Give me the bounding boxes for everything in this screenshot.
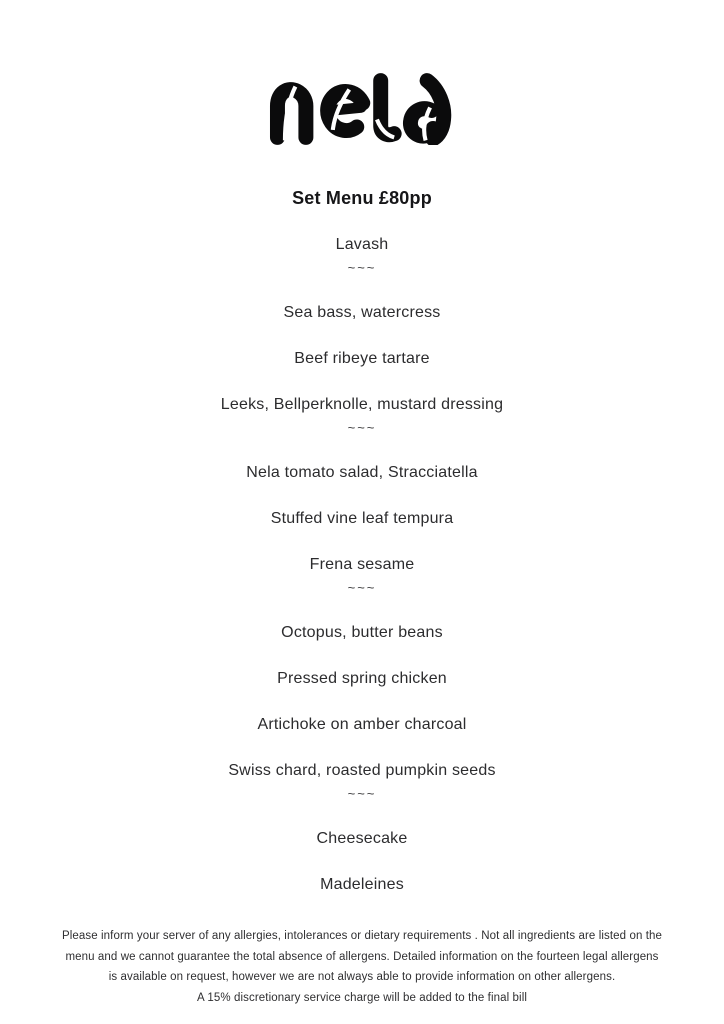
course-separator: ~~~	[347, 786, 377, 801]
footer-line: menu and we cannot guarantee the total absence of allergens. Detailed information on the fourteen legal allergens	[65, 950, 659, 963]
menu-item: Artichoke on amber charcoal	[257, 716, 467, 733]
footer-line: A 15% discretionary service charge will be added to the final bill	[196, 991, 528, 1004]
menu-title: Set Menu £80pp	[292, 188, 432, 208]
menu-item: Beef ribeye tartare	[294, 350, 430, 367]
nela-logo-mark	[264, 70, 460, 145]
footer-line: Please inform your server of any allergies, intolerances or dietary requirements . Not all ingredients are listed on the	[61, 930, 663, 942]
footer-line: is available on request, however we are not always able to provide information on other allergens.	[108, 971, 616, 983]
course-separator: ~~~	[347, 420, 377, 435]
menu-item: Pressed spring chicken	[277, 670, 447, 687]
menu-item: Swiss chard, roasted pumpkin seeds	[228, 762, 496, 779]
menu-item: Cheesecake	[316, 830, 408, 847]
restaurant-logo	[0, 0, 724, 145]
course-separator: ~~~	[347, 580, 377, 595]
menu-item: Sea bass, watercress	[283, 304, 441, 321]
menu-item: Madeleines	[320, 876, 404, 893]
menu-item: Nela tomato salad, Stracciatella	[246, 464, 478, 481]
menu-course-list	[0, 237, 724, 893]
menu-item: Octopus, butter beans	[281, 624, 443, 641]
menu-item: Stuffed vine leaf tempura	[270, 510, 454, 527]
course-separator: ~~~	[347, 260, 377, 275]
menu-item: Frena sesame	[309, 556, 415, 573]
menu-item: Lavash	[335, 236, 389, 253]
menu-item: Leeks, Bellperknolle, mustard dressing	[220, 396, 504, 413]
allergen-notice	[0, 926, 724, 1008]
